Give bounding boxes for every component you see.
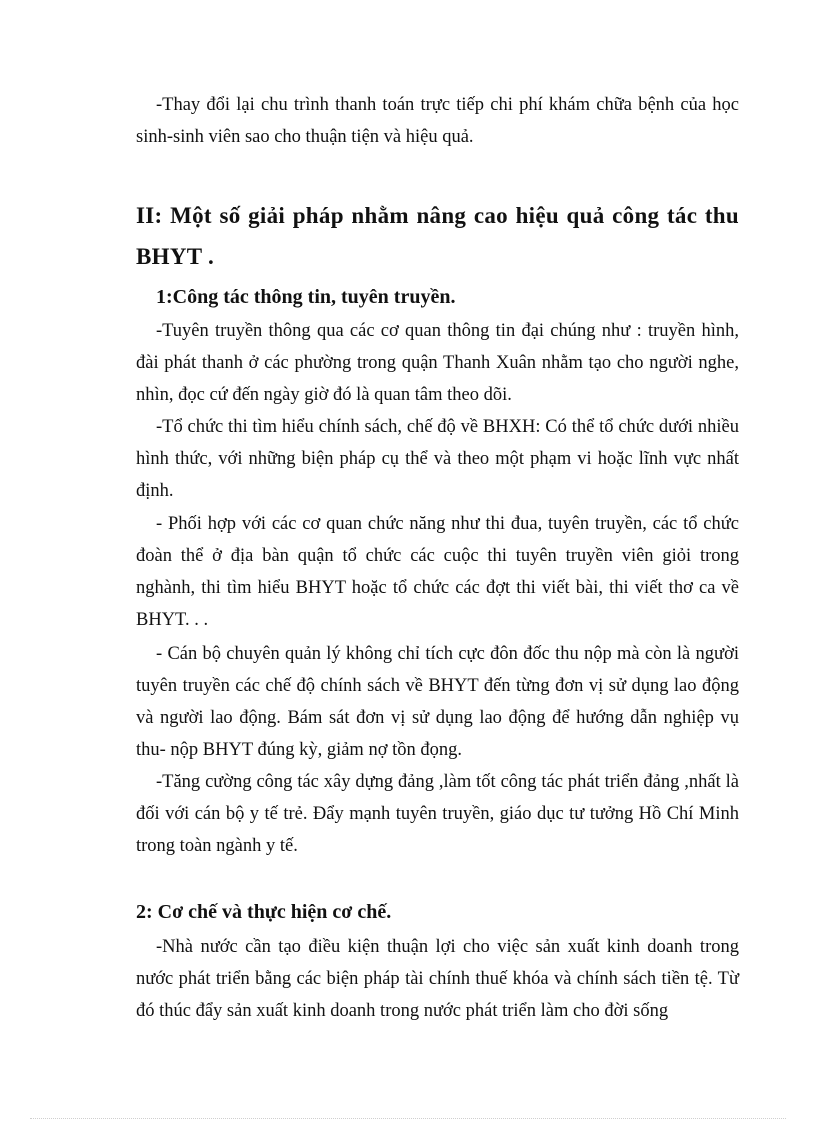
section-heading: II: Một số giải pháp nhằm nâng cao hiệu quả công tác thu BHYT . xyxy=(136,203,739,269)
intro-paragraph: -Thay đổi lại chu trình thanh toán trực tiếp chi phí khám chữa bệnh của học sinh-sinh viên sao cho thuận tiện và hiệu quả. xyxy=(136,95,739,147)
paragraph-contest: -Tổ chức thi tìm hiểu chính sách, chế độ về BHXH: Có thể tổ chức dưới nhiều hình thức, với những biện pháp cụ thể và theo một phạm vi hoặc lĩnh vực nhất định. xyxy=(136,417,739,501)
paragraph-coordination: - Phối hợp với các cơ quan chức năng như thi đua, tuyên truyền, các tổ chức đoàn thể ở địa bàn quận tổ chức các cuộc thi tuyên truyền viên giỏi trong nghành, thi tìm hiểu BHYT hoặc tổ chức các đợt thi viết bài, thi viết thơ ca về BHYT. . . xyxy=(136,514,739,630)
paragraph-state: -Nhà nước cần tạo điều kiện thuận lợi cho việc sản xuất kinh doanh trong nước phát triển bằng các biện pháp tài chính thuế khóa và chính sách tiền tệ. Từ đó thúc đẩy sản xuất kinh doanh trong nước phát triển làm cho đời sống xyxy=(136,937,739,1021)
page-bottom-border xyxy=(30,1118,786,1119)
subheading-mechanism: 2: Cơ chế và thực hiện cơ chế. xyxy=(136,901,392,923)
subheading-communication: 1:Công tác thông tin, tuyên truyền. xyxy=(156,286,456,308)
paragraph-media: -Tuyên truyền thông qua các cơ quan thông tin đại chúng như : truyền hình, đài phát thanh ở các phường trong quận Thanh Xuân nhằm tạo cho người nghe, nhìn, đọc cứ đến ngày giờ đó là quan tâm theo dõi. xyxy=(136,321,739,405)
paragraph-staff: - Cán bộ chuyên quản lý không chỉ tích cực đôn đốc thu nộp mà còn là người tuyên truyền các chế độ chính sách về BHYT đến từng đơn vị sử dụng lao động và người lao động. Bám sát đơn vị sử dụng lao động để hướng dẫn nghiệp vụ thu- nộp BHYT đúng kỳ, giảm nợ tồn đọng. xyxy=(136,644,739,760)
paragraph-party: -Tăng cường công tác xây dựng đảng ,làm tốt công tác phát triển đảng ,nhất là đối với cán bộ y tế trẻ. Đẩy mạnh tuyên truyền, giáo dục tư tưởng Hồ Chí Minh trong toàn ngành y tế. xyxy=(136,772,739,856)
